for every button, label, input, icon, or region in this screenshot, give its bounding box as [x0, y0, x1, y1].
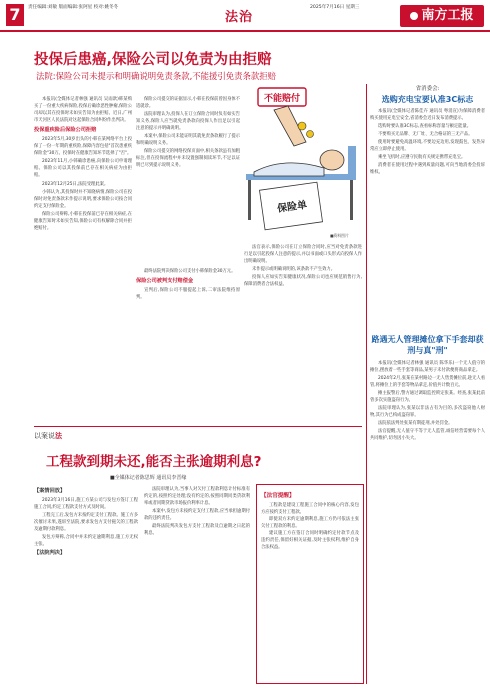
- section-title: 法治: [225, 10, 254, 25]
- issue-date: 2025年7月16日 星期三: [310, 5, 360, 10]
- story2-headline: 工程款到期未还,能否主张逾期利息?: [46, 454, 262, 470]
- bed-head: [348, 146, 356, 180]
- blanket: [254, 163, 324, 176]
- paragraph: 法官表示,保险公司在订立保险合同时,应当对免责条款进行足以引起投保人注意的提示,并以书面或口头形式向投保人作出明确说明。: [244, 245, 362, 265]
- logo-icon: [410, 12, 418, 20]
- section-rule: [34, 426, 362, 427]
- paragraph: 保险公司提交的证据显示,小韩在投保前曾因身体不适就诊。: [136, 97, 240, 110]
- column-tag-label: 以案说: [34, 432, 55, 440]
- paragraph: 法院审理认为,当事人对欠付工程款利息计付标准有约定的,按照约定处理;没有约定的,按照同期同类贷款利率或者同期贷款市场报价利率计息。: [144, 487, 250, 507]
- paragraph: 本案中,发包方未按约定支付工程款,应当承担逾期付款的违约责任。: [144, 509, 250, 522]
- paragraph: 2023年12月25日,法院受理此案。: [42, 181, 109, 187]
- paragraph: 使用时要避免高温环境,不要边充边用,发现鼓包、发热异常应立即停止使用。: [370, 140, 485, 153]
- illustration-svg: [244, 86, 364, 238]
- column-tag: [34, 431, 62, 441]
- patient-head: [320, 150, 344, 170]
- column-divider: [366, 84, 367, 684]
- paragraph: 发包方辩称,合同中并未约定逾期利息,施工方无权主张。: [34, 535, 138, 548]
- right-story1-title-block: [370, 84, 485, 105]
- insurance-illustration: [244, 86, 364, 238]
- paragraph: 2023年5月,30岁出头的小韩在某网络平台上投保了一份一年期的重疾险,保障内容包括"首次患重疾保险金"30万。投保时在健康告知环节选择了"否"。: [34, 137, 132, 157]
- right-story2-body: [370, 360, 485, 686]
- paragraph: 宣判后,保险公司不服提起上诉,二审法院维持原判。: [136, 288, 240, 301]
- column-tag-emphasis: 法: [55, 432, 62, 440]
- policy-document-label: 保险单: [276, 199, 308, 215]
- paragraph: 本报讯(全媒体记者陈佳卉 通讯员 粤消宣)为保障消费者购买使用充电宝安全,省消委会近日发布消费提示。: [370, 109, 485, 122]
- judge-comment-text: [261, 502, 359, 551]
- judge-comment-label: 【法官提醒】: [261, 493, 295, 499]
- paragraph: 建议施工方在签订合同时明确约定付款节点及违约责任,保留好相关证据,及时主张权利,维护自身合法权益。: [261, 531, 359, 550]
- paragraph: 法官提醒,无人值守不等于无人监管,诚信经营需要每个人共同维护,切勿因小失大。: [370, 429, 485, 442]
- masthead: [0, 0, 490, 32]
- story1-headline: 投保后患癌,保险公司以免责为由拒赔: [34, 52, 272, 68]
- paragraph: 不要购买无品牌、无厂址、无合格证的三无产品。: [378, 132, 473, 138]
- paragraph: 最终法院判决保险公司支付小韩保险金30万元。: [144, 269, 236, 274]
- story2-column-1: [34, 486, 138, 684]
- editor-credits: 责任编辑:刘敏 版面编辑:张阿星 校对:姚冬冬: [28, 5, 119, 10]
- paragraph: 选购时要认准3C标志,查看标称容量与额定能量。: [378, 124, 472, 130]
- paragraph: 消费者在使用过程中遇到质量问题,可向当地消委会投诉维权。: [370, 163, 485, 176]
- page-number: 7: [6, 4, 24, 26]
- story1-column-3: [136, 268, 240, 422]
- newspaper-logo: [400, 5, 484, 27]
- paragraph: 2024年2月,张某在某村路边一无人售货摊位前,趁无人看管,将摊位上的手套等物品拿走,价值共计数百元。: [370, 376, 485, 389]
- story1-column-1: [34, 96, 132, 422]
- story1-column-4: [244, 244, 362, 422]
- ruling-label: 【法院判决】: [34, 550, 66, 557]
- paragraph: 摊主报警后,警方通过调取监控锁定张某。经查,张某此前曾多次实施盗窃行为。: [370, 391, 485, 404]
- story2-byline: ■全媒体记者陈思辉 通讯员李晋缘: [110, 475, 187, 481]
- right-story1-body: [370, 108, 485, 334]
- case-review-label: 【案情回放】: [34, 488, 66, 494]
- paragraph: 本报讯(全媒体记者林强 通讯员 陈华乐)一个无人值守的摊位,摆放着一些手套等商品,某男子未付款便将商品拿走。: [370, 361, 485, 374]
- paragraph: 小韩认为,其投保时并不知晓病情,保险公司在投保时对免责条款未作提示说明,要求保险公司按合同约定支付保险金。: [34, 189, 132, 209]
- paragraph: 保险公司提交的网络投保页面中,相关条款虽有加粗标注,但在投保流程中并未设置强制阅读环节,不足以证明已尽到提示说明义务。: [136, 149, 240, 169]
- paragraph: 本报讯(全媒体记者林强 通讯员 吴雨歆)韩某购买了一份重大疾病保险,投保后确诊恶性肿瘤,保险公司却以其在投保时未如实告知为由拒赔。近日,广州市天河区人民法院对这起保险合同纠纷作出判决。: [34, 97, 132, 124]
- paragraph: 未作提示或明确说明的,该条款不产生效力。: [252, 267, 336, 273]
- paragraph: 本案中,保险公司未能证明其就免责条款履行了提示和明确说明义务。: [136, 134, 240, 147]
- right-story2-title: 路遇无人管理摊位拿下手套却获刑与真"刑": [371, 335, 484, 355]
- paragraph: 法院审理认为,张某以非法占有为目的,多次盗窃他人财物,其行为已构成盗窃罪。: [370, 406, 485, 419]
- coin-icon: [307, 131, 314, 138]
- right-story1-title: 选购充电宝要认准3C标志: [381, 95, 474, 104]
- paragraph: 乘坐飞机时,应遵守民航有关规定携带充电宝。: [378, 155, 466, 161]
- bed-leg: [248, 180, 251, 220]
- logo-text: 南方工报: [421, 8, 474, 23]
- paragraph: 2023年3月16日,施工方某公司与发包方签订工程施工合同,约定工程款支付方式及时间。: [34, 498, 138, 511]
- paragraph: 法院审理认为,投保人在订立保险合同时负有如实告知义务,保险人应当就免责条款向投保人作出足以引起注意的提示并明确说明。: [136, 112, 240, 132]
- paragraph: 法院依法判处张某有期徒刑,并处罚金。: [378, 421, 453, 427]
- coin-icon: [298, 122, 306, 130]
- paragraph: 即使双方未约定逾期利息,施工方仍可依法主张欠付工程款的利息。: [261, 517, 359, 529]
- paragraph: 保险公司辩称,小韩在投保前已存在相关病症,在健康告知时未如实告知,保险公司有权解除合同并拒绝赔付。: [34, 211, 132, 231]
- paragraph: 2023年11月,小韩确诊患癌,向保险公司申请理赔。保险公司以其投保前已存在相关病症为由拒赔。: [34, 159, 132, 179]
- paragraph: 工程款是建设工程施工合同中的核心内容,发包方应按约支付工程款。: [261, 503, 359, 515]
- story1-subhead: 法院:保险公司未提示和明确说明免责条款,不能援引免责条款拒赔: [36, 71, 276, 81]
- story2-column-2: [144, 486, 250, 684]
- paragraph: 最终法院判决发包方支付工程款及自逾期之日起的利息。: [144, 524, 250, 537]
- sign-text: 不能赔付: [263, 94, 301, 104]
- paragraph: 投保人应如实告知健康状况,保险公司也应规范销售行为,保障消费者合法权益。: [244, 275, 362, 288]
- judge-comment-box: [256, 484, 364, 684]
- story1-subheading-1: 投保重疾险后保险公司拒赔: [34, 127, 97, 134]
- image-credit: ■资料图片: [330, 233, 349, 238]
- bed-leg: [350, 180, 353, 220]
- story1-subheading-2: 保险公司被判支付赔偿金: [136, 278, 194, 285]
- paragraph: 工程完工后,发包方未按约定支付工程款。施工方多次催讨未果,遂诉至法院,要求发包方支付拖欠的工程款及逾期付款利息。: [34, 513, 138, 533]
- right-story1-kicker: 省消委会:: [415, 86, 440, 92]
